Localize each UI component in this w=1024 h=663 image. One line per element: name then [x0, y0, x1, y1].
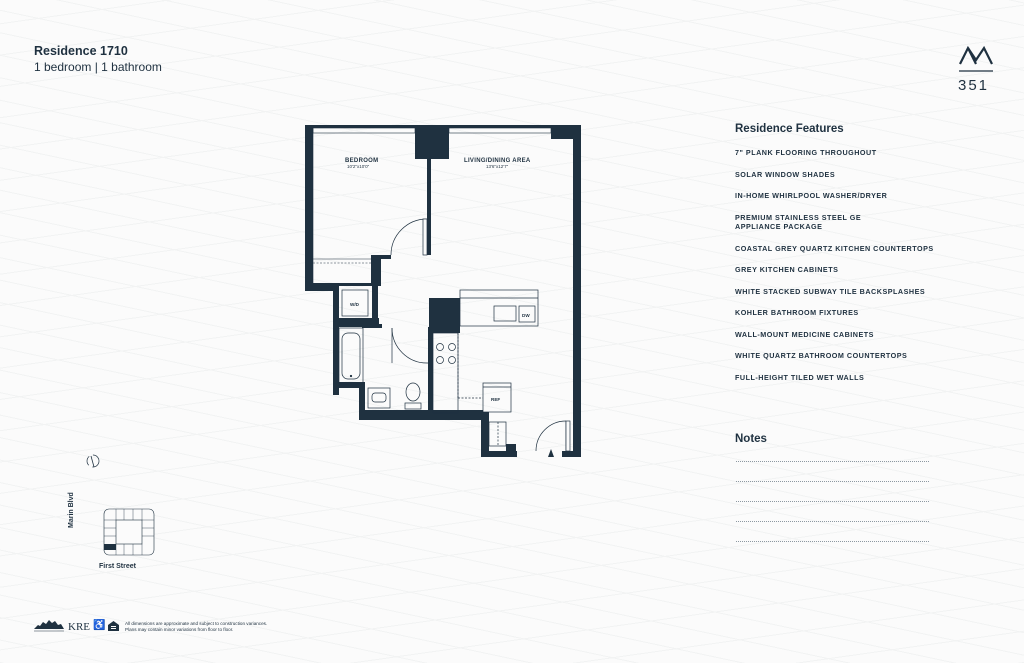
- wall-bath-bottom: [359, 410, 483, 420]
- wall-bedroom-bottom-a: [305, 283, 333, 291]
- burner-4: [449, 357, 456, 364]
- kitchen-island: [460, 290, 538, 326]
- wall-bath-step: [333, 382, 361, 388]
- feature-item: FULL-HEIGHT TILED WET WALLS: [735, 372, 865, 382]
- door-bedroom-panel: [423, 219, 427, 255]
- wall-wd-right: [372, 286, 378, 323]
- dw-label: DW: [522, 313, 530, 318]
- keyplan-unit-highlight: [104, 544, 116, 550]
- feature-item: PREMIUM STAINLESS STEEL GE APPLIANCE PACKAGE: [735, 212, 862, 231]
- window-living: [449, 128, 551, 133]
- column-kitchen: [429, 298, 460, 333]
- burner-2: [449, 344, 456, 351]
- entry-closet: [489, 422, 506, 446]
- disclaimer: [125, 621, 295, 633]
- wall-bedroom-bottom-c: [371, 255, 381, 286]
- bathtub-drain: [350, 375, 352, 377]
- column-top-center: [415, 125, 449, 159]
- key-plan: [100, 506, 158, 560]
- residence-subtitle: 1 bedroom | 1 bathroom: [34, 60, 162, 74]
- skyline-logo-icon: [34, 617, 64, 633]
- burner-1: [437, 344, 444, 351]
- wall-entry-bottom-b: [506, 444, 516, 457]
- door-bedroom-swing: [391, 219, 427, 255]
- wall-bedroom-right: [427, 159, 431, 255]
- wall-top-right: [449, 125, 551, 128]
- door-bath-swing: [392, 328, 428, 363]
- kitchen-sink: [494, 306, 516, 321]
- features-title: Residence Features: [735, 123, 844, 135]
- toilet-tank: [405, 403, 421, 409]
- wall-bath-left: [333, 327, 339, 387]
- street-label-side: Marin Blvd: [68, 492, 75, 528]
- entry-arrow: [548, 449, 554, 457]
- toilet-bowl: [406, 383, 420, 401]
- bath-vanity: [368, 388, 390, 408]
- wall-entry-left: [481, 412, 489, 457]
- features-list: [735, 148, 965, 394]
- equal-housing-icon: [108, 621, 119, 631]
- note-line: [736, 481, 929, 482]
- living-dining-dimensions: 13'6"x12'7": [486, 164, 509, 169]
- wall-right: [573, 125, 581, 457]
- feature-item: WHITE STACKED SUBWAY TILE BACKSPLASHES: [735, 286, 926, 296]
- street-label-bottom: First Street: [99, 563, 136, 570]
- wall-left: [305, 125, 313, 291]
- disclaimer-line: Plans may contain minor variations from floor to floor.: [125, 627, 234, 633]
- bath-sink: [372, 393, 386, 402]
- feature-item: WHITE QUARTZ BATHROOM COUNTERTOPS: [735, 351, 908, 360]
- compass-icon: [84, 452, 102, 470]
- notes-title: Notes: [735, 433, 767, 445]
- wall-bedroom-bottom-d: [381, 255, 391, 259]
- living-dining-label: LIVING/DINING AREA: [464, 158, 531, 164]
- bedroom-label: BEDROOM: [345, 158, 379, 164]
- wd-label: W/D: [350, 302, 359, 307]
- wall-entry-bottom-c: [562, 451, 581, 457]
- feature-item: 7" PLANK FLOORING THROUGHOUT: [735, 148, 877, 157]
- feature-item: COASTAL GREY QUARTZ KITCHEN COUNTERTOPS: [735, 243, 934, 253]
- wall-top-left: [305, 125, 415, 128]
- wall-bath-top: [362, 324, 382, 328]
- floor-plan: [300, 120, 590, 465]
- feature-item: IN-HOME WHIRLPOOL WASHER/DRYER: [735, 191, 888, 200]
- feature-item: KOHLER BATHROOM FIXTURES: [735, 308, 859, 317]
- brand-logo-text: 351: [958, 77, 990, 94]
- disclaimer-line: All dimensions are approximate and subject to construction variances.: [125, 621, 268, 626]
- note-line: [736, 461, 929, 462]
- window-bedroom: [313, 128, 415, 133]
- note-line: [736, 501, 929, 502]
- door-entry-swing: [536, 421, 566, 451]
- door-entry-panel: [566, 421, 570, 451]
- feature-item: WALL-MOUNT MEDICINE CABINETS: [735, 329, 874, 339]
- wall-bath-right: [428, 327, 433, 412]
- kre-logo: KRE: [68, 621, 90, 633]
- ref-label: REF: [491, 397, 501, 402]
- note-line: [736, 521, 929, 522]
- residence-title: Residence 1710: [34, 44, 128, 58]
- accessibility-icon: ♿: [93, 620, 106, 631]
- feature-item: GREY KITCHEN CABINETS: [735, 265, 839, 274]
- bedroom-dimensions: 10'2"x10'0": [347, 164, 370, 169]
- burner-3: [437, 357, 444, 364]
- note-line: [736, 541, 929, 542]
- bathtub-inner: [342, 333, 360, 379]
- feature-item: SOLAR WINDOW SHADES: [735, 169, 836, 179]
